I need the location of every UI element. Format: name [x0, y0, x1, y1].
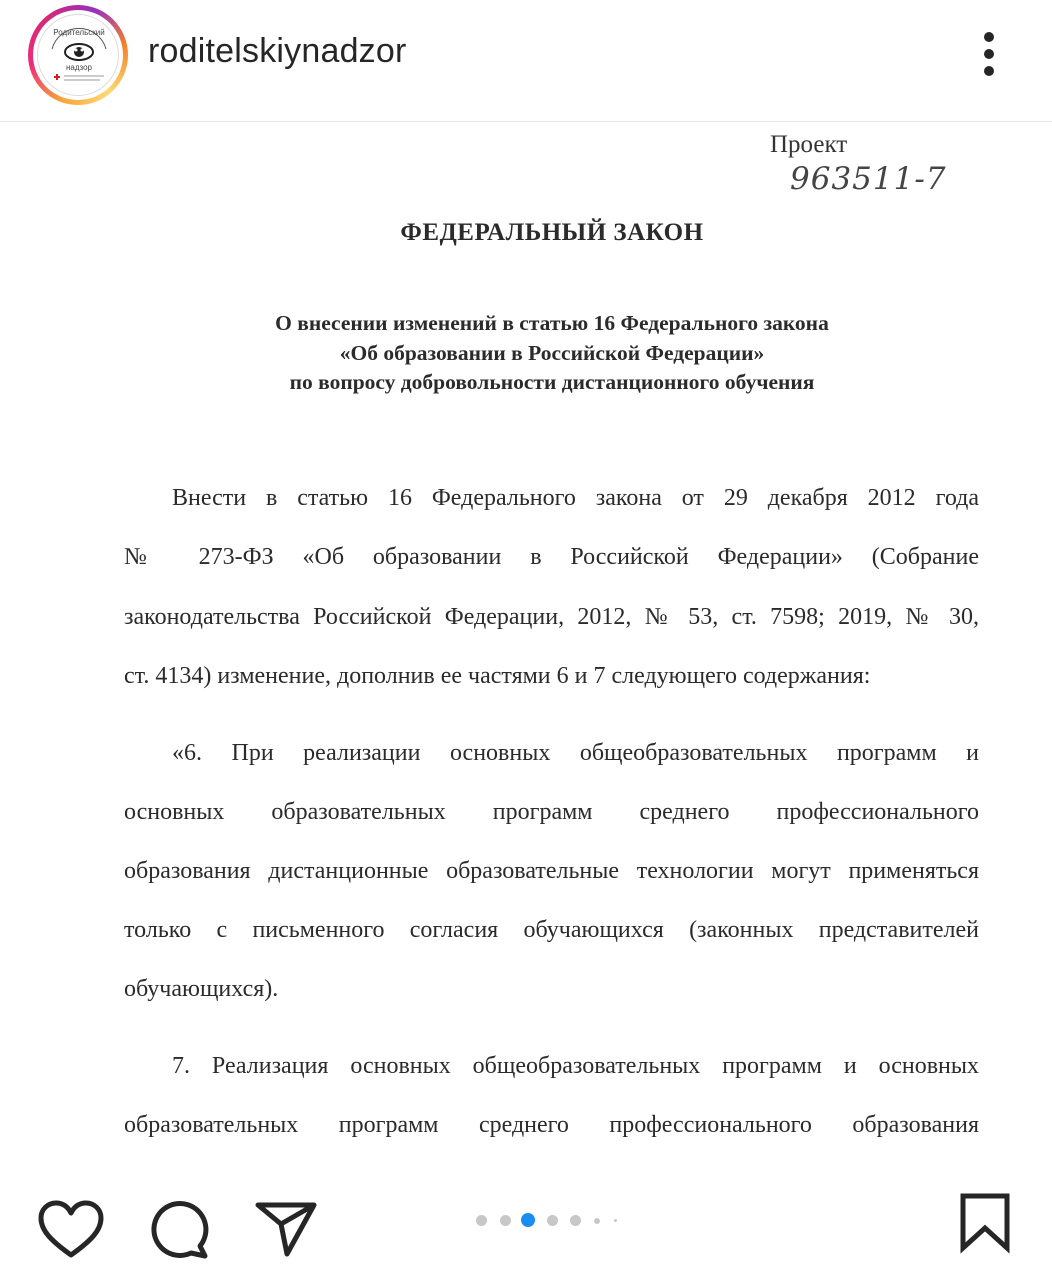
law-title: ФЕДЕРАЛЬНЫЙ ЗАКОН: [400, 219, 704, 246]
subtitle-line: по вопросу добровольности дистанционного обучения: [289, 370, 815, 394]
parents-oversight-logo-icon: [38, 15, 119, 96]
project-label: Проект: [770, 131, 848, 158]
intro-line: ст. 4134) изменение, дополнив ее частями 6 и 7 следующего содержания:: [124, 663, 871, 689]
intro-line: законодательства Российской Федерации, 2012, № 53, ст. 7598; 2019, № 30,: [124, 604, 979, 630]
part6-line: только с письменного согласия обучающихся (законных представителей: [124, 917, 979, 943]
share-button[interactable]: [254, 1200, 318, 1263]
part6-line: «6. При реализации основных общеобразовательных программ и: [172, 740, 979, 766]
carousel-dot-active: [521, 1213, 535, 1227]
comment-button[interactable]: [148, 1200, 210, 1265]
part7-line: 7. Реализация основных общеобразовательных программ и основных: [172, 1053, 979, 1079]
carousel-dot: [500, 1215, 511, 1226]
part6-line: образования дистанционные образовательные технологии могут применяться: [124, 858, 979, 884]
part7-line: образовательных программ среднего профессионального образования: [124, 1112, 979, 1138]
project-number: 963511-7: [790, 161, 947, 197]
carousel-dot: [614, 1219, 617, 1222]
subtitle-line: «Об образовании в Российской Федерации»: [339, 341, 765, 365]
part6-line: обучающихся).: [124, 976, 279, 1002]
more-vertical-icon: [984, 32, 994, 42]
comment-bubble-icon: [148, 1200, 210, 1260]
svg-text:надзор: надзор: [65, 63, 93, 72]
like-button[interactable]: [38, 1200, 104, 1265]
carousel-dot: [547, 1215, 558, 1226]
carousel-dot: [476, 1215, 487, 1226]
bookmark-icon: [958, 1192, 1012, 1254]
heart-icon: [38, 1200, 104, 1260]
part6-line: основных образовательных программ среднего профессионального: [124, 799, 979, 825]
post-image-document[interactable]: [0, 123, 1052, 1168]
carousel-dot: [570, 1215, 581, 1226]
svg-text:Родительский: Родительский: [53, 28, 105, 37]
intro-line: № 273-ФЗ «Об образовании в Российской Федерации» (Собрание: [124, 544, 979, 570]
story-ring[interactable]: [28, 5, 128, 105]
carousel-indicator: [474, 1210, 634, 1230]
avatar[interactable]: [37, 14, 119, 96]
save-button[interactable]: [958, 1192, 1012, 1259]
paper-plane-icon: [254, 1200, 318, 1258]
post-header: [0, 0, 1052, 122]
post-action-bar: [0, 1170, 1052, 1280]
more-options-button[interactable]: [970, 28, 1010, 80]
carousel-dot: [594, 1218, 600, 1224]
username[interactable]: roditelskiynadzor: [148, 32, 407, 70]
intro-line: Внести в статью 16 Федерального закона от 29 декабря 2012 года: [172, 485, 979, 511]
subtitle-line: О внесении изменений в статью 16 Федерального закона: [275, 311, 829, 335]
